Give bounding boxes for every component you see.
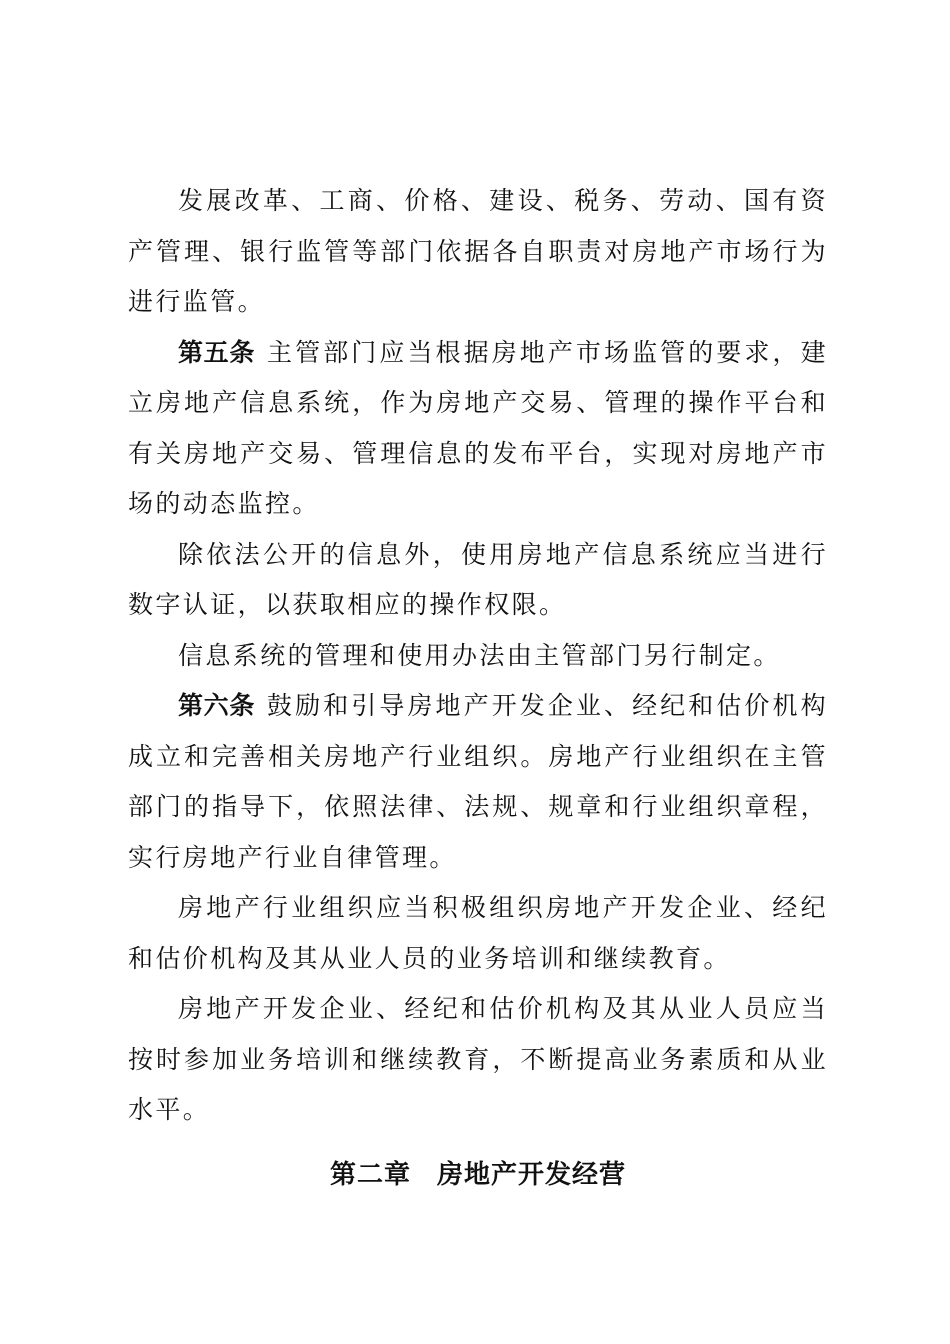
paragraph-text: 除依法公开的信息外，使用房地产信息系统应当进行数字认证，以获取相应的操作权限。 (128, 539, 828, 619)
article-6 (128, 681, 828, 883)
article-number: 第五条 (178, 337, 256, 367)
article-text: 鼓励和引导房地产开发企业、经纪和估价机构成立和完善相关房地产行业组织。房地产行业组织在主管部门的指导下，依照法律、法规、规章和行业组织章程，实行房地产行业自律管理。 (128, 691, 828, 872)
article-text: 主管部门应当根据房地产市场监管的要求，建立房地产信息系统，作为房地产交易、管理的操作平台和有关房地产交易、管理信息的发布平台，实现对房地产市场的动态监控。 (128, 337, 828, 518)
chapter-title: 房地产开发经营 (437, 1159, 627, 1190)
paragraph-text: 信息系统的管理和使用办法由主管部门另行制定。 (178, 640, 781, 670)
article-number: 第六条 (178, 691, 256, 720)
paragraph-system-management (128, 631, 828, 682)
paragraph-continuing-education (128, 984, 828, 1136)
paragraph-industry-training (128, 883, 828, 984)
document-body (128, 176, 828, 1200)
paragraph-text: 发展改革、工商、价格、建设、税务、劳动、国有资产管理、银行监管等部门依据各自职责对房地产市场行为进行监管。 (128, 186, 828, 316)
chapter-heading (128, 1136, 828, 1201)
paragraph-text: 房地产行业组织应当积极组织房地产开发企业、经纪和估价机构及其从业人员的业务培训和继续教育。 (128, 893, 828, 973)
paragraph-text: 房地产开发企业、经纪和估价机构及其从业人员应当按时参加业务培训和继续教育，不断提高业务素质和从业水平。 (128, 994, 828, 1124)
chapter-number: 第二章 (329, 1159, 411, 1190)
paragraph-supervising-departments (128, 176, 828, 328)
article-5 (128, 328, 828, 530)
paragraph-digital-certification (128, 530, 828, 631)
